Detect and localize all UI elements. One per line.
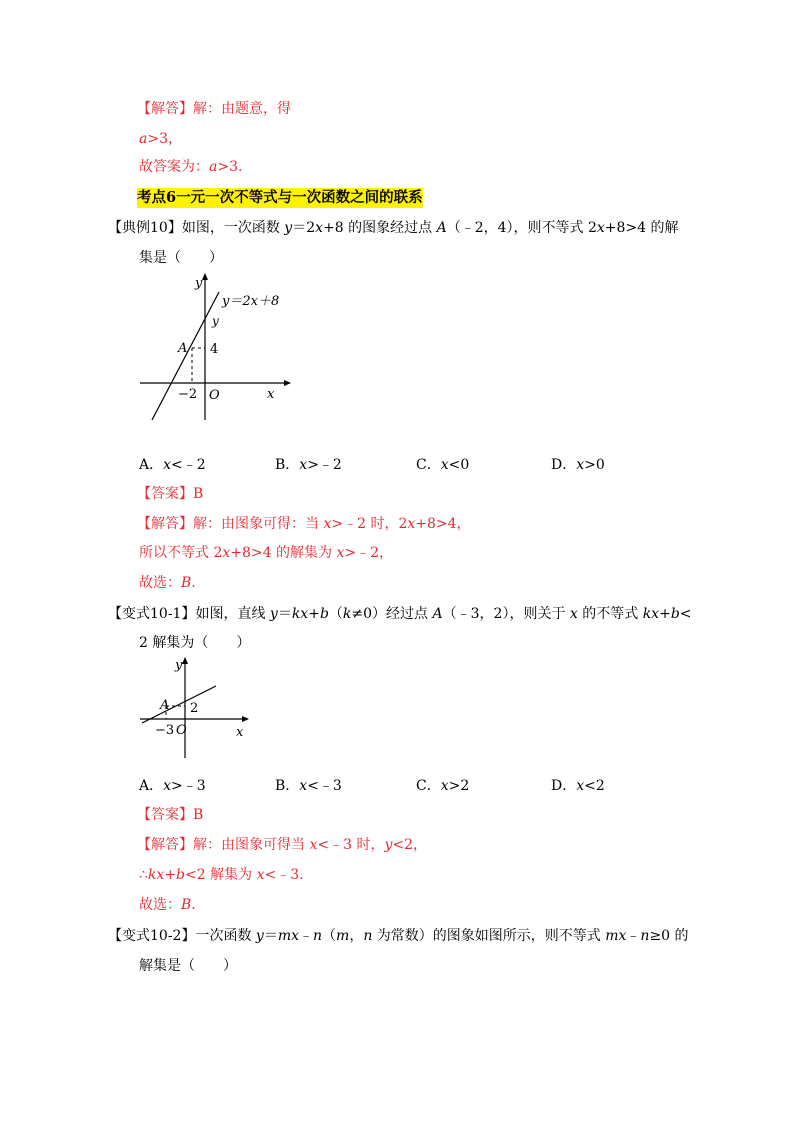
prev-solution-line1: 【解答】解：由题意，得 — [137, 101, 291, 117]
function-line — [142, 686, 216, 723]
origin-label: O — [209, 388, 220, 403]
variant10-1-question: 【变式10-1】如图，直线 y＝kx+b（k≠0）经过点 A（﹣3，2），则关于 x 的不等式 kx+b< — [108, 606, 692, 622]
example10-solution-line3: 故选：B. — [139, 575, 196, 591]
variant10-2-question: 【变式10-2】一次函数 y＝mx﹣n（m，n 为常数）的图象如图所示，则不等式 mx﹣n≥0 的 — [108, 928, 689, 944]
tick-2-label: 2 — [190, 701, 199, 716]
variant10-1-option-a[interactable]: A．x>﹣3 — [139, 778, 206, 794]
section-heading: 考点6一元一次不等式与一次函数之间的联系 — [137, 189, 423, 206]
prev-solution-line3: 故答案为：a>3. — [139, 159, 243, 175]
tick-neg2-label: −2 — [178, 387, 198, 402]
variant10-1-solution-line2: ∴kx+b<2 解集为 x<﹣3. — [139, 867, 304, 883]
variant10-1-solution-line1: 【解答】解：由图象可得当 x<﹣3 时，y<2， — [137, 837, 428, 853]
example10-solution-line2: 所以不等式 2x+8>4 的解集为 x>﹣2， — [139, 545, 393, 561]
tick-4-label: 4 — [210, 342, 219, 357]
example10-question: 【典例10】如图，一次函数 y＝2x+8 的图象经过点 A（﹣2，4），则不等式 2x+8>4 的解 — [108, 220, 679, 236]
y-axis-label: y — [175, 658, 183, 673]
example10-option-d[interactable]: D．x>0 — [551, 457, 605, 473]
variant10-1-option-c[interactable]: C．x>2 — [416, 778, 470, 794]
point-A-label: A — [178, 341, 188, 356]
y-mark-label: y — [212, 314, 219, 328]
example10-option-c[interactable]: C．x<0 — [416, 457, 470, 473]
variant10-1-option-d[interactable]: D．x<2 — [551, 778, 605, 794]
example10-answer: 【答案】B — [137, 486, 204, 502]
variant10-1-answer: 【答案】B — [137, 807, 204, 823]
example10-option-b[interactable]: B．x>﹣2 — [275, 457, 342, 473]
function-label: y＝2x＋8 — [222, 294, 280, 309]
example10-solution-line1: 【解答】解：由图象可得：当 x>﹣2 时，2x+8>4， — [137, 516, 471, 532]
variant10-1-question-line2: 2 解集为（ ） — [139, 635, 251, 651]
variant10-1-graph — [140, 656, 260, 766]
origin-label: O — [176, 723, 187, 738]
example10-question-line2: 集是（ ） — [139, 250, 223, 266]
x-axis-label: x — [267, 387, 275, 402]
example10-option-a[interactable]: A．x<﹣2 — [139, 457, 206, 473]
tick-neg3-label: −3 — [155, 723, 175, 738]
y-axis-label: y — [195, 276, 203, 291]
prev-solution-line2: a>3， — [139, 131, 182, 147]
variant10-1-option-b[interactable]: B．x<﹣3 — [275, 778, 342, 794]
variant10-2-question-line2: 解集是（ ） — [139, 958, 237, 974]
variant10-1-solution-line3: 故选：B. — [139, 897, 196, 913]
example10-graph — [140, 272, 300, 432]
x-axis-label: x — [236, 725, 244, 740]
solution-tag: 【解答】 — [137, 101, 193, 117]
point-A-label: A — [160, 698, 170, 713]
